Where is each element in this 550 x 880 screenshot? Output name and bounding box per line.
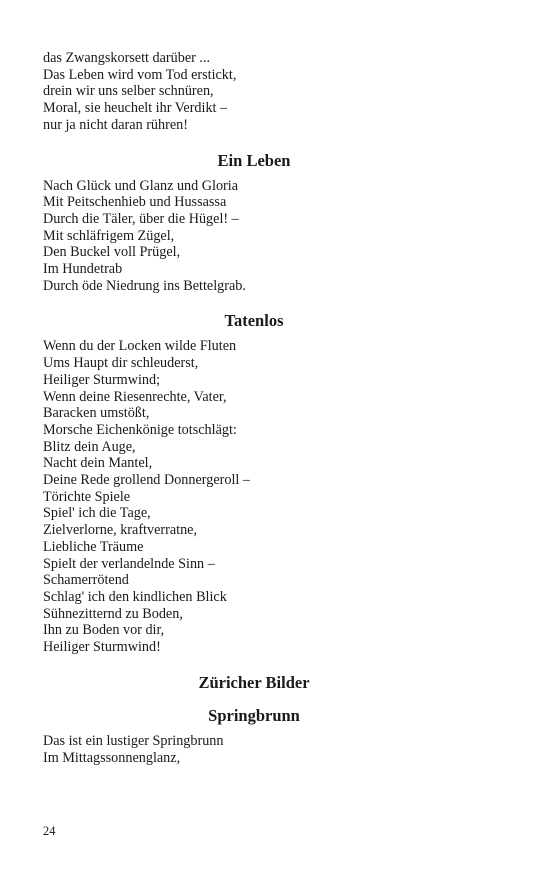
poem-line: Wenn deine Riesenrechte, Vater, <box>43 388 227 405</box>
poem-line: Deine Rede grollend Donnergeroll – <box>43 472 250 489</box>
poem-line: Liebliche Träume <box>43 538 144 555</box>
poem-line: Schamerrötend <box>43 572 129 589</box>
poem-line: Heiliger Sturmwind! <box>43 639 161 656</box>
poem-line: Wenn du der Locken wilde Fluten <box>43 338 237 355</box>
poem-line: Nacht dein Mantel, <box>43 455 153 472</box>
poem-line: Das ist ein lustiger Springbrunn <box>43 732 224 749</box>
poem-line: Mit Peitschenhieb und Hussassa <box>43 194 227 211</box>
poem-line: Blitz dein Auge, <box>43 438 136 455</box>
poem-line: Heiliger Sturmwind; <box>43 371 161 388</box>
page-number: 24 <box>43 824 56 838</box>
poem-line: nur ja nicht daran rühren! <box>43 116 188 133</box>
poem-ein-leben <box>43 178 513 295</box>
poem-line: Schlag' ich den kindlichen Blick <box>43 588 227 605</box>
poem-line: Sühnezitternd zu Boden, <box>43 605 183 622</box>
section-title: Züricher Bilder <box>198 672 310 692</box>
poem-line: Törichte Spiele <box>43 488 131 505</box>
page-body <box>43 50 513 766</box>
poem-springbrunn <box>43 733 513 766</box>
poem-line: Baracken umstößt, <box>43 405 150 422</box>
poem-line: Spiel' ich die Tage, <box>43 505 151 522</box>
poem-line: das Zwangskorsett darüber ... <box>43 50 211 66</box>
poem-line: Das Leben wird vom Tod erstickt, <box>43 66 237 83</box>
poem-line: Durch öde Niedrung ins Bettelgrab. <box>43 277 246 294</box>
poem-line: Durch die Täler, über die Hügel! – <box>43 210 239 227</box>
poem-line: Im Mittagssonnenglanz, <box>43 749 181 766</box>
poem-line: Im Hundetrab <box>43 261 123 278</box>
poem-line: Mit schläfrigem Zügel, <box>43 227 175 244</box>
poem-line: Spielt der verlandelnde Sinn – <box>43 555 215 572</box>
intro-stanza <box>43 50 513 134</box>
poem-line: Moral, sie heuchelt ihr Verdikt – <box>43 100 228 117</box>
poem-title-tatenlos: Tatenlos <box>224 311 284 331</box>
poem-line: Den Buckel voll Prügel, <box>43 244 181 261</box>
poem-title-springbrunn: Springbrunn <box>208 705 300 725</box>
poem-line: Ihn zu Boden vor dir, <box>43 622 165 639</box>
poem-title-ein-leben: Ein Leben <box>217 150 291 170</box>
poem-line: Morsche Eichenkönige totschlägt: <box>43 421 237 438</box>
poem-line: drein wir uns selber schnüren, <box>43 83 214 100</box>
poem-line: Zielverlorne, kraftverratne, <box>43 522 198 539</box>
poem-line: Ums Haupt dir schleuderst, <box>43 355 199 372</box>
poem-line: Nach Glück und Glanz und Gloria <box>43 177 239 194</box>
poem-tatenlos <box>43 338 513 655</box>
